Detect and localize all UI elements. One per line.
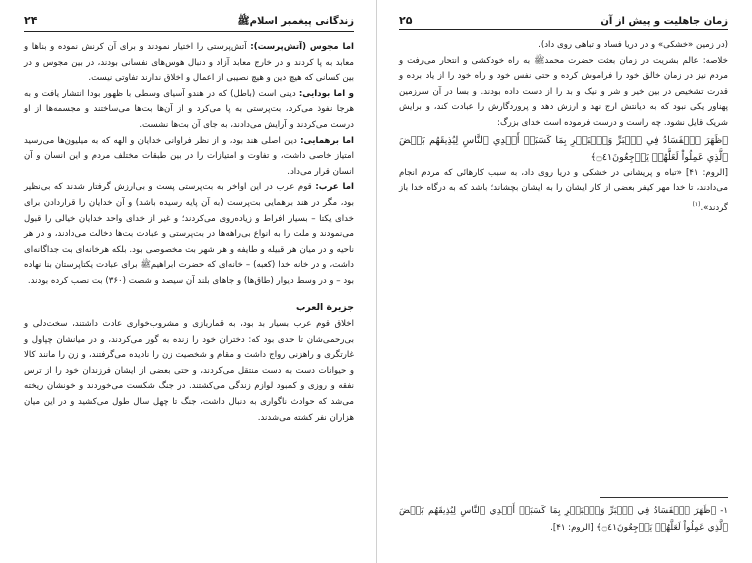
section-text: اخلاق قوم عرب بسیار بد بود، به قماربازی و مشروب‌خواری عادت داشتند، سخت‌دلی و بی‌رحمی‌شان تا حدی بود که: دختران خود را زنده به گور می‌کردند، و در میانشان چپاول و غارتگری و راهزنی رواج داشت و مقام و شخصیت زن را نادیده می‌گرفتند، و زن را مانند کالا و حیوانات دست به دست منتقل می‌کردند، و حتی بعضی از ایشان فرزندان خود را از ترس نفقه و روزی و کمبود لوازم زندگی می‌کشتند. در جنگ شکست می‌خوردند و خونشان ریخته می‌شد که حوادث ناگواری به دنبال داشت، جنگ تا چهل سال طول می‌کشید و در این میان هزاران نفر کشته می‌شدند. [24,319,354,423]
verse-translation: «تباه و پریشانی در خشکی و دریا روی داد، به سبب کارهائی که مردم انجام می‌دادند، تا خدا مهر کیفر بعضی از کار ایشان را به ایشان بچشاند؛ باشد که به درگاه خدا باز گردند». [399,167,728,213]
left-page-body [24,40,354,426]
footnote [399,503,728,536]
section-title: جزیرة العرب [295,301,354,313]
right-page-header [399,14,728,30]
paragraph-brahmanism [24,134,354,181]
term-arab: اما عرب: [315,182,354,193]
term-brahmanism: اما برهمایی: [300,135,354,146]
summary-paragraph: خلاصه: عالم بشریت در زمان بعثت حضرت محمدﷺ به راه خودکشی و انتحار می‌رفت و مردم نیز در زمان خالق خود را فراموش کرده و حتی نفس خود و راه خود را از یاد برده و قدرت تشخیص در بین خیر و شر و نیک و بد را از دست داده بودند. و بسا در آن سرزمین پهناور یکی نبود که به دیانتش ارج نهد و ارزش دهد و پروردگارش را عبادت کند، و برایش شریک قایل نشود. چه راست و درست فرموده است خدای بزرگ: [399,55,728,128]
left-page-header [24,14,354,32]
footnote-marker[interactable]: (۱) [692,200,701,208]
footnote-reference: [الروم: ۴۱]. [550,522,594,533]
intro-line: (در زمین «خشکی» و در دریا فساد و تباهی روی داد). [538,40,728,50]
footnote-divider [600,497,728,498]
paragraph-arab [24,180,354,289]
text-brahmanism: دین اصلی هند بود، و از نظر فراوانی خدایان و الهه که به میلیون‌ها می‌رسید امتیاز خاصی داشت، و تفاوت و امتیازات را در بین طبقات مختلف مردم و این انسان و آن انسان قرار می‌داد. [24,135,354,177]
paragraph-buddhism [24,87,354,134]
text-majus: آتش‌پرستی را اختیار نمودند و برای آن کرنش نموده و بناها و معابد به پا کردند و در خارج معابد آزاد و دنبال هوس‌های نفسانی بودند، در بین مجوس و در بین کسانی که هیچ دین و هیچ نصیبی از اعمال و اخلاق ندارند تفاوتی نیست. [24,42,354,84]
footnote-number: ۱- [720,506,729,516]
right-page-number: ۲۵ [399,14,413,27]
left-page-number: ۲۴ [24,14,38,27]
footnote-verse: ﴿ظَهَرَ ٱلۡفَسَادُ فِي ٱلۡبَرِّ وَٱلۡبَحۡرِ بِمَا كَسَبَتۡ أَيۡدِي ٱلنَّاسِ لِيُذِيقَهُم بَعۡضَ ٱلَّذِي عَمِلُواْ لَعَلَّهُمۡ يَرۡجِعُونَ۝٤١﴾ [399,505,728,533]
right-page [376,0,752,563]
quran-verse: ﴿ظَهَرَ ٱلۡفَسَادُ فِي ٱلۡبَرِّ وَٱلۡبَحۡرِ بِمَا كَسَبَتۡ أَيۡدِي ٱلنَّاسِ لِيُذِيقَهُم بَعۡضَ ٱلَّذِي عَمِلُواْ لَعَلَّهُمۡ يَرۡجِعُونَ۝٤١﴾ [399,134,728,163]
text-arab: قوم عرب در این اواخر به بت‌پرستی پست و بی‌ارزش گرفتار شدند که بی‌نظیر بود، مگر در هند برهمایی بت‌پرست (به آن پایه رسیده باشد) و آن خدایان را قراردادن برای خدای یکتا – بسیار افراط و زیاده‌روی می‌کردند؛ و غیر از خدای واحد خدایان خیالی را قبول می‌نمودند و ملت را به انواع بی‌راهه‌ها در بت‌پرستی و عبادت بت‌ها دخالت می‌دادند، و در هر ناحیه و در میان هر قبیله و طایفه و هر شهر بت مخصوصی بود. بلکه هرخانه‌ای بت جداگانه‌ای داشت، و در خانه خدا (کعبه) – خانه‌ای که حضرت ابراهیمﷺ برای عبادت یکتاپرستان بنا نهاده بود – و در وسط دیوار (طاق‌ها) و جاهای بلند آن سیصد و شصت (۳۶۰) بت نصب کرده بودند. [24,182,354,286]
text-buddhism: دینی است (باطل) که در هندو آسیای وسطی با ظهور بودا انتشار یافت و به هرجا نفوذ می‌کرد، بت‌پرستی به پا می‌کرد و از آن‌ها بت‌ها می‌ساختند و مجسمه‌ها از او درست می‌کردند و آرایش می‌دادند، به جای آن بت‌ها نشست. [24,88,354,130]
verse-translation-paragraph [399,166,728,217]
right-page-body [399,38,728,216]
paragraph-majus [24,40,354,87]
right-header-title: زمان جاهلیت و پیش از آن [600,16,728,27]
left-header-title: زندگانی پیغمبر اسلامﷺ [237,16,354,27]
term-majus: اما مجوس (آتش‌پرست): [250,42,354,52]
verse-reference: [الروم: ۴۱] [685,167,728,178]
term-buddhism: و اما بودایی: [298,88,354,99]
